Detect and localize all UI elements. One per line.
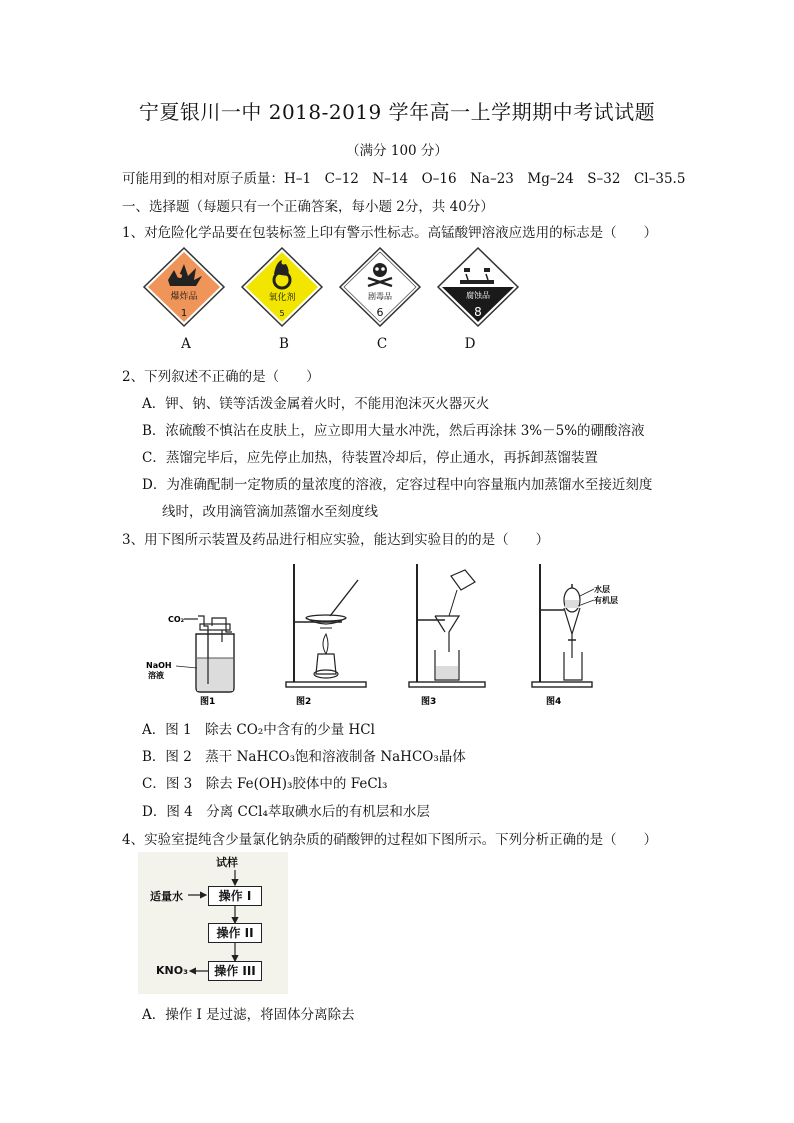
flow-op3: 操作 III	[208, 961, 262, 981]
q2-option-d-cont: 线时，改用滴管滴加蒸馏水至刻度线	[162, 504, 378, 520]
apparatus-figures	[140, 556, 640, 716]
sign-b-num: 5	[279, 309, 285, 318]
flow-op1: 操作 I	[208, 886, 262, 906]
section-heading: 一、选择题（每题只有一个正确答案，每小题 2分，共 40分）	[122, 199, 494, 215]
q3-stem: 3、用下图所示装置及药品进行相应实验，能达到实验目的的是（ ）	[122, 532, 550, 548]
full-score: （满分 100 分）	[346, 143, 448, 159]
hazard-signs	[140, 246, 520, 328]
atomic-masses: 可能用到的相对原子质量：H–1 C–12 N–14 O–16 Na–23 Mg–24 S–32 Cl–35.5	[122, 171, 686, 187]
fig1-liquid-label-1: NaOH	[146, 661, 172, 670]
sign-b-text: 氧化剂	[268, 293, 296, 303]
q3-option-b: B．图 2 蒸干 NaHCO₃饱和溶液制备 NaHCO₃晶体	[142, 749, 466, 765]
q2-stem: 2、下列叙述不正确的是（ ）	[122, 369, 320, 385]
sign-c-num: 6	[376, 306, 384, 319]
fig1-label: 图1	[200, 697, 216, 707]
sign-d-letter: D	[464, 336, 476, 352]
q2-option-a: A．钾、钠、镁等活泼金属着火时，不能用泡沫灭火器灭火	[142, 396, 490, 412]
sign-b-letter: B	[279, 336, 289, 352]
purification-flowchart	[138, 852, 288, 994]
hazard-sign-oxidizer	[242, 248, 322, 326]
fig1-liquid-label-2: 溶液	[148, 671, 164, 680]
q4-option-a: A．操作 I 是过滤，将固体分离除去	[142, 1007, 355, 1023]
flow-sample: 试样	[216, 856, 238, 869]
q3-option-a: A．图 1 除去 CO₂中含有的少量 HCl	[142, 722, 375, 738]
fig4-organic-layer: 有机层	[594, 596, 618, 605]
sign-c-text: 剧毒品	[368, 292, 392, 301]
hazard-sign-corrosive	[438, 248, 518, 326]
sign-d-num: 8	[474, 305, 482, 319]
sign-a-letter: A	[181, 336, 191, 352]
flow-op2: 操作 II	[208, 923, 262, 943]
figure-1-wash-bottle	[146, 615, 234, 707]
figure-2-evaporation	[286, 564, 366, 707]
sign-c-letter: C	[376, 336, 388, 352]
hazard-sign-explosive	[144, 248, 224, 326]
fig2-label: 图2	[296, 697, 312, 707]
q4-stem: 4、实验室提纯含少量氯化钠杂质的硝酸钾的过程如下图所示。下列分析正确的是（ ）	[122, 832, 658, 848]
sign-d-text: 腐蚀品	[466, 291, 490, 300]
sign-a-text: 爆炸品	[170, 292, 198, 302]
sign-a-num: 1	[180, 308, 188, 319]
q2-option-d: D．为准确配制一定物质的量浓度的溶液，定容过程中向容量瓶内加蒸馏水至接近刻度	[142, 477, 653, 493]
fig4-water-layer: 水层	[594, 585, 610, 594]
q3-option-c: C．图 3 除去 Fe(OH)₃胶体中的 FeCl₃	[142, 776, 388, 792]
hazard-sign-toxic	[340, 248, 420, 326]
figure-3-filtration	[409, 564, 485, 707]
flow-product: KNO₃	[156, 964, 188, 977]
q2-option-c: C．蒸馏完毕后，应先停止加热，待装置冷却后，停止通水，再拆卸蒸馏装置	[142, 450, 598, 466]
fig3-label: 图3	[421, 697, 437, 707]
page-title: 宁夏银川一中 2018-2019 学年高一上学期期中考试试题	[138, 100, 656, 124]
fig4-label: 图4	[546, 697, 562, 707]
figure-4-separation	[532, 564, 618, 707]
q2-option-b: B．浓硫酸不慎沾在皮肤上，应立即用大量水冲洗，然后再涂抹 3%－5%的硼酸溶液	[142, 423, 645, 439]
flow-water: 适量水	[150, 890, 183, 903]
q1-stem: 1、对危险化学品要在包装标签上印有警示性标志。高锰酸钾溶液应选用的标志是（ ）	[122, 225, 658, 241]
q3-option-d: D．图 4 分离 CCl₄萃取碘水后的有机层和水层	[142, 804, 430, 820]
fig1-gas-label: CO₂	[168, 615, 185, 624]
